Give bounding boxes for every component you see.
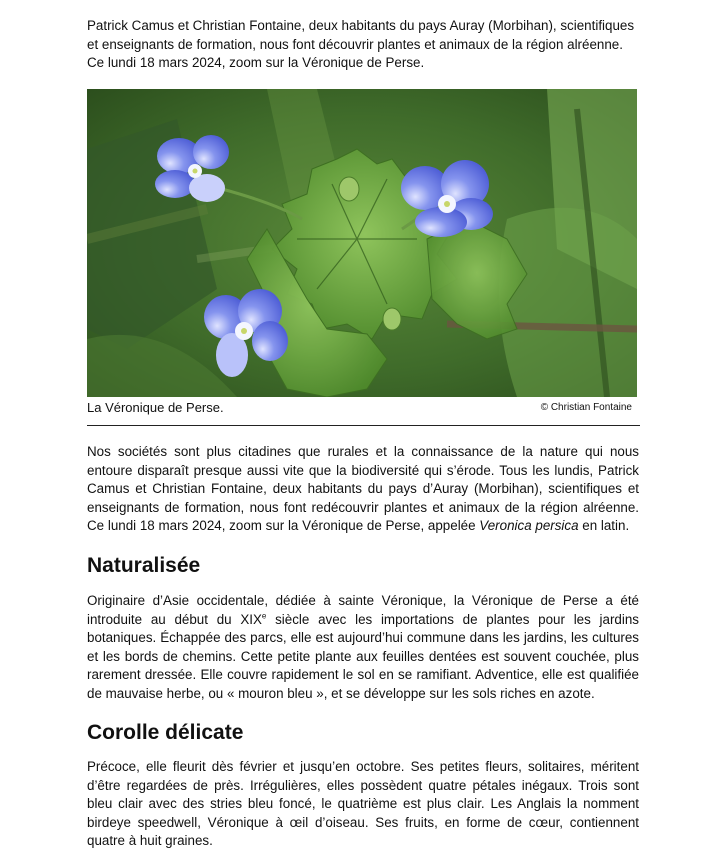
section-heading-corolle: Corolle délicate xyxy=(87,721,244,744)
caption-divider xyxy=(87,425,640,426)
corolle-paragraph: Précoce, elle fleurit dès février et jusqu’en octobre. Ses petites fleurs, solitaires, méritent d’être regardées de près. Irrégulières, elles possèdent quatre pétales inégaux. Trois sont bleu clair avec des stries bleu foncé, le quatrième est plus clair. Les Anglais la nomment birdeye speedwell, Véronique à œil d’oiseau. Ses fruits, en forme de cœur, contiennent quatre à huit graines. xyxy=(87,759,639,849)
section-heading-naturalisee: Naturalisée xyxy=(87,554,201,577)
figure-caption: La Véronique de Perse. xyxy=(87,400,224,415)
lead-paragraph xyxy=(87,443,639,536)
century-superscript: e xyxy=(261,611,267,621)
lead-text: Nos sociétés sont plus citadines que rurales et la connaissance de la nature qui nous entoure disparaît presque aussi vite que la biodiversité qui s’érode. Tous les lundis, Patrick Camus et Christian Fontaine, deux habitants du pays d’Auray (Morbihan), scientifiques et enseignants de formation, nous font redécouvrir plantes et animaux de la région alréenne. Ce lundi 18 mars 2024, zoom sur la Véronique de Perse, appelée xyxy=(87,444,639,534)
naturalisee-text-start: Originaire d’Asie occidentale, dédiée à sainte Véronique, la Véronique de Perse a été introduite au début du XIX xyxy=(87,593,639,627)
naturalisee-paragraph xyxy=(87,592,639,704)
photo-credit: © Christian Fontaine xyxy=(540,402,632,413)
latin-name: Veronica persica xyxy=(479,518,579,534)
intro-paragraph: Patrick Camus et Christian Fontaine, deux habitants du pays Auray (Morbihan), scientifiques et enseignants de formation, nous font découvrir plantes et animaux de la région alréenne. Ce lundi 18 mars 2024, zoom sur la Véronique de Perse. xyxy=(87,18,635,71)
figure-caption-row xyxy=(87,398,637,418)
naturalisee-text-end: siècle avec les importations de plantes pour les jardins botaniques. Échappée des parcs, elle est aujourd’hui commune dans les jardins, les cultures et les bords de chemins. Cette petite plante aux feuilles dentées est souvent couchée, plus rarement dressée. Elle couvre rapidement le sol en se ramifiant. Adventice, elle est qualifiée de mauvaise herbe, ou « mouron bleu », et se développe sur les sols riches en azote. xyxy=(87,611,640,701)
lead-end: en latin. xyxy=(578,518,630,534)
veronica-photo xyxy=(87,89,637,397)
